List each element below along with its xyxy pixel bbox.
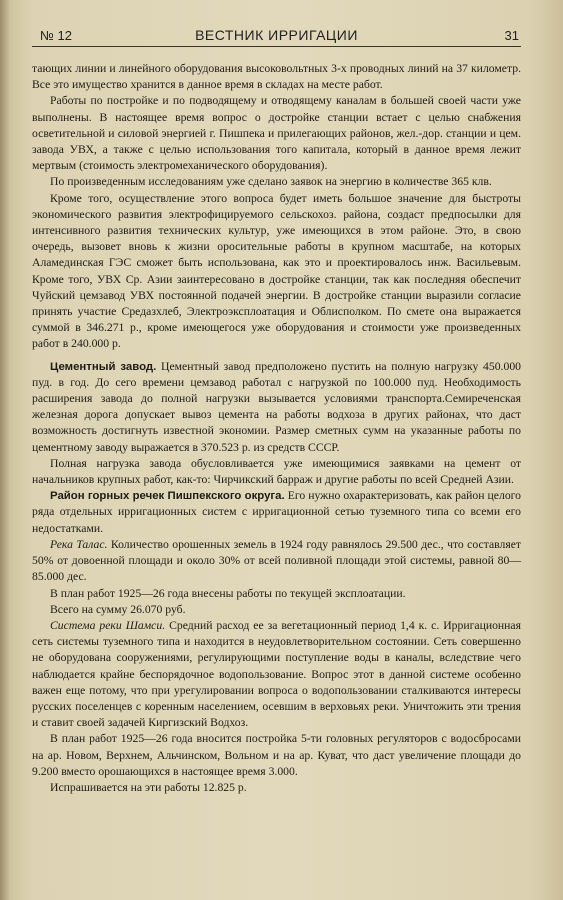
paragraph: В план работ 1925—26 года внесены работы по текущей эксплоатации. [50, 586, 406, 600]
paragraph: Работы по постройке и по подводящему и отводящему каналам в большей своей части уже выполнены. В настоящее время вопрос о достройке станции встает с целью снабжения осветительной и силовой энергией г. Пишпека и прилегающих районов, жел.-дор. станции и цем. завода УВХ, а также с целью использования того капитала, который в данное время лежит мертвым (стоимость электромеханического оборудования). [32, 94, 521, 173]
paragraph: Кроме того, осуществление этого вопроса будет иметь большое значение для быстроты экономического развития электрофицируемого сельскохоз. района, создаст предпосылки для интенсивного развития технических культур, уже имеющихся в этом районе. Это, в свою очередь, вызовет вновь к жизни оросительные работы в крупном масштабе, на которых Аламединская ГЭС сможет быть использована, как это и проектировалось инж. Васильевым. Кроме того, УВХ Ср. Азии заинтересовано в достройке станции, так как последняя обеспечит Чуйский цемзавод УВХ постоянной подачей энергии. В достройке станции выразили согласие принять участие Средазхлеб, Электроэксплоатация и Облисполком. По смете она выражается суммой в 346.271 р., кроме имеющегося уже оборудования и стоимости уже произведенных работ в 240.000 р. [32, 191, 521, 351]
subsection-heading: Река Талас. [50, 537, 108, 551]
subsection-heading: Система реки Шамси. [50, 618, 166, 632]
section-heading: Цементный завод. [50, 360, 157, 373]
paragraph-text: Цементный завод предположено пустить на полную нагрузку 450.000 пуд. в год. До сего времени цемзавод работал с нагрузкой по 100.000 пуд. Необходимость расширения завода до полной нагрузки вызывается условиями транспорта.Семиреченская железная дорога допускает вывоз цемента на работы водхоза в других районах, что даст возможность достигнуть известной экономии. Размер сметных сумм на указанные работы по цементному заводу выражается в 370.523 р. из средств СССР. [32, 359, 522, 454]
paragraph: Всего на сумму 26.070 руб. [50, 602, 186, 616]
issue-number: № 12 [40, 28, 73, 43]
page-spine-shadow [0, 0, 10, 900]
section-talas-river [32, 537, 521, 586]
paragraph: Испрашивается на эти работы 12.825 р. [50, 780, 247, 794]
section-shamsi-river [32, 618, 521, 731]
section-cement-plant [32, 359, 521, 456]
paragraph: Полная нагрузка завода обусловливается уже имеющимися заявками на цемент от начальников крупных работ, как-то: Чирчикский барраж и другие работы по всей Средней Азии. [32, 456, 521, 487]
paragraph-text: Средний расход ее за вегетационный период 1,4 к. с. Ирригационная сеть системы туземного типа и находится в неудовлетворительном состоянии. Сеть совершенно не оборудована сооружениями, регулирующими поступление воды в каналы, вследствие чего наблюдается крайне беспорядочное водопользование. Вопрос этот в данной системе особенно важен еще потому, что при урегулировании вопроса о водопользовании сталкиваются интересы русских поселенцев с коренным населением, осевшим в верховьях реки. Уничтожить эти трения и ставит своей задачей Киргизский Водхоз. [32, 618, 521, 730]
paragraph-text: Количество орошенных земель в 1924 году равнялось 29.500 дес., что составляет 50% от довоенной площади и около 30% от всей поливной площади этой системы, равной 80—85.000 дес. [32, 537, 521, 584]
page-number: 31 [504, 28, 519, 43]
journal-title: ВЕСТНИК ИРРИГАЦИИ [195, 27, 358, 43]
article-body [32, 61, 521, 796]
paragraph: В план работ 1925—26 года вносится постройка 5-ти головных регуляторов с водосбросами на ар. Новом, Верхнем, Альчинском, Вольном и на ар. Куват, что даст увеличение площади до 9.200 вместо орошающихся в настоящее время 3.000. [32, 732, 521, 778]
section-mountain-rivers [32, 488, 521, 537]
paragraph: тающих линии и линейного оборудования высоковольтных 3-х проводных линий на 37 километр. Все это имущество хранится в данное время в складах на месте работ. [32, 62, 521, 92]
paragraph: По произведенным исследованиям уже сделано заявок на энергию в количестве 365 клв. [50, 175, 492, 189]
running-header [32, 26, 521, 47]
section-heading: Район горных речек Пишпекского округа. [50, 490, 285, 503]
paragraph-text: Его нужно охарактеризовать, как район целого ряда отдельных ирригационных систем с ирригационной сетью туземного типа со всеми его недостатками. [32, 489, 522, 535]
